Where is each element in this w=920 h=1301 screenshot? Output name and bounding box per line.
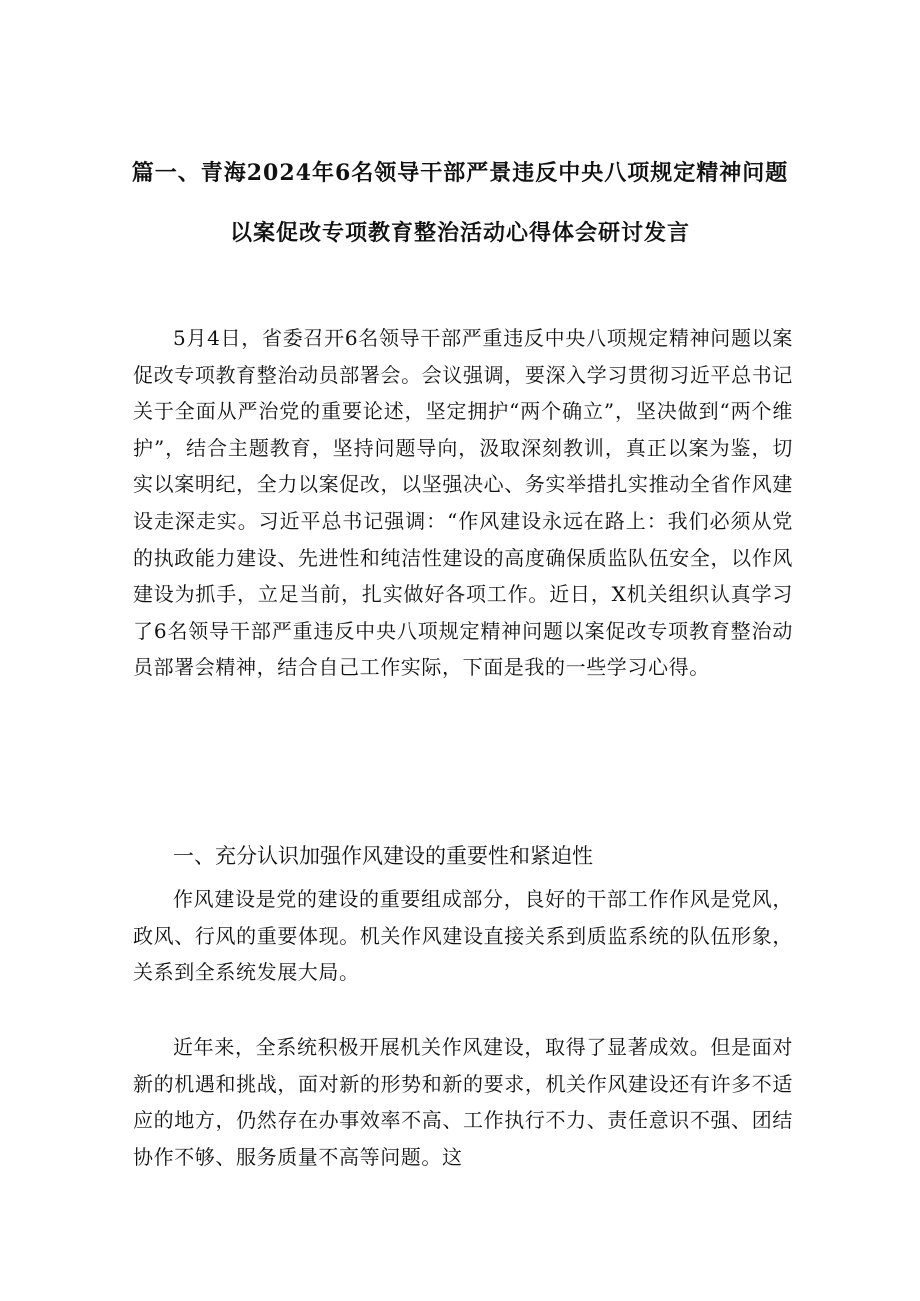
intro-paragraph: 5月4日，省委召开6名领导干部严重违反中央八项规定精神问题以案促改专项教育整治动员部署会。会议强调，要深入学习贯彻习近平总书记关于全面从严治党的重要论述，坚定拥护“两个确立”，坚决做到“两个维护”，结合主题教育，坚持问题导向，汲取深刻教训，真正以案为鉴，切实以案明纪，全力以案促改，以坚强决心、务实举措扎实推动全省作风建设走深走实。习近平总书记强调：“作风建设永远在路上：我们必须从党的执政能力建设、先进性和纯洁性建设的高度确保质监队伍安全，以作风建设为抓手，立足当前，扎实做好各项工作。近日，X机关组织认真学习了6名领导干部严重违反中央八项规定精神问题以案促改专项教育整治动员部署会精神，结合自己工作实际，下面是我的一些学习心得。 bbox=[133, 326, 793, 680]
body-paragraph-3: 近年来，全系统积极开展机关作风建设，取得了显著成效。但是面对新的机遇和挑战，面对新的形势和新的要求，机关作风建设还有许多不适应的地方，仍然存在办事效率不高、工作执行不力、责任意识不强、团结协作不够、服务质量不高等问题。这 bbox=[133, 1035, 793, 1169]
body-paragraph-2: 作风建设是党的建设的重要组成部分，良好的干部工作作风是党风，政风、行风的重要体现。机关作风建设直接关系到质监系统的队伍形象，关系到全系统发展大局。 bbox=[133, 887, 793, 985]
section-heading-1: 一、充分认识加强作风建设的重要性和紧迫性 bbox=[173, 844, 593, 868]
document-title-line1: 篇一、青海2024年6名领导干部严景违反中央八项规定精神问题 bbox=[131, 160, 789, 186]
document-title-line2: 以案促改专项教育整治活动心得体会研讨发言 bbox=[229, 220, 690, 246]
